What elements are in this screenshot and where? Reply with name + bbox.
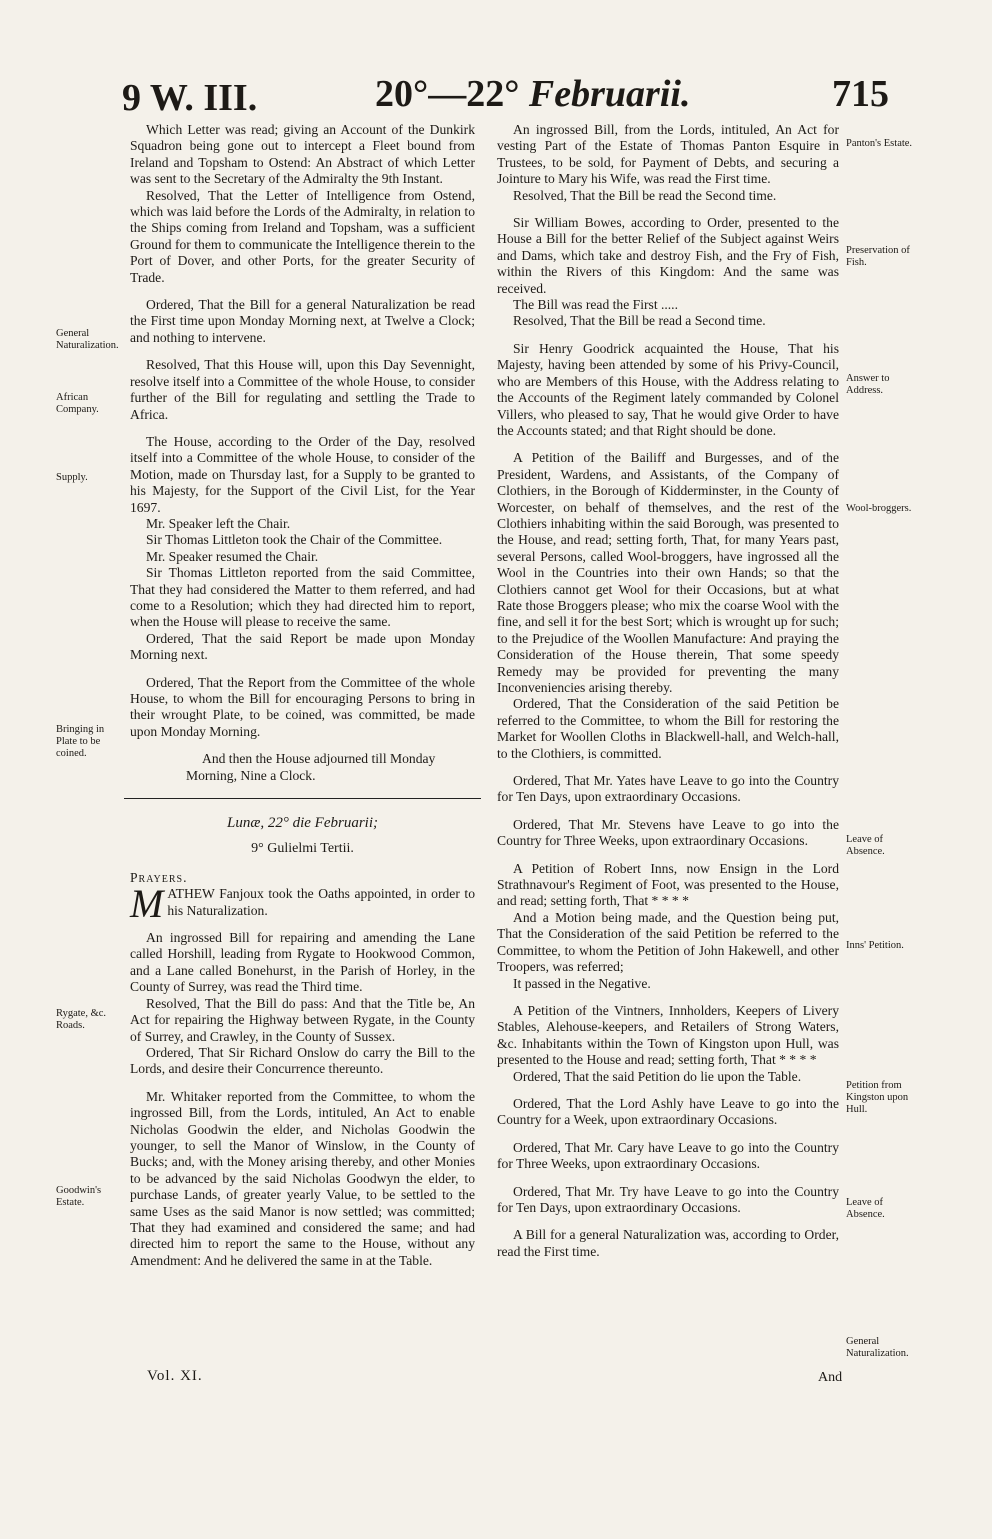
right-paragraph: A Petition of the Vintners, Innholders, Keepers of Livery Stables, Alehouse-keepers, and Retailers of Strong Waters, &c. Inhabitants within the Town of Kingston upon Hull, was presented to the House and read; setting forth, That * * * * xyxy=(497,1002,839,1068)
margin-note: General Naturalization. xyxy=(846,1336,909,1359)
left-paragraph: Resolved, That this House will, upon this Day Sevennight, resolve itself into a Committee of the whole House, to consider further of the Bill for regulating and settling the Trade to Africa. xyxy=(130,357,475,422)
adjournment: And then the House adjourned till Monday Morning, Nine a Clock. xyxy=(186,751,436,783)
regnal-date: 9° Gulielmi Tertii. xyxy=(251,841,354,857)
right-paragraph: Sir William Bowes, according to Order, presented to the House a Bill for the better Relief of the Subject against Weirs and Dams, which take and destroy Fish, and the Fry of Fish, within the Rivers of this Kingdom: And the same was received. xyxy=(497,215,839,296)
left-paragraph: Ordered, That Sir Richard Onslow do carry the Bill to the Lords, and desire their Concurrence thereunto. xyxy=(130,1044,475,1077)
margin-note: Bringing in Plate to be coined. xyxy=(56,724,105,759)
margin-note: Petition from Kingston upon Hull. xyxy=(846,1080,909,1115)
right-paragraph: Sir Henry Goodrick acquainted the House, That his Majesty, having been attended by some of his Privy-Council, who are Members of this House, with the Address relating to the Accounts of the Regiment lately commanded by Colonel Villers, who pleased to say, That he would give Order to have the Accounts stated; and that Right should be done. xyxy=(497,340,839,438)
margin-note: Answer to Address. xyxy=(846,373,890,396)
right-paragraph: Ordered, That the Consideration of the said Petition be referred to the Committee, to whom the Bill for restoring the Market for Woollen Cloths in Blackwell-hall, and Welch-hall, to the Clothiers, is committed. xyxy=(497,696,839,761)
right-paragraph: A Bill for a general Naturalization was, according to Order, read the First time. xyxy=(497,1227,839,1259)
left-paragraph: Ordered, That the Report from the Committee of the whole House, to whom the Bill for encouraging Persons to bring in their wrought Plate, to be coined, was committed, be made upon Monday Morning. xyxy=(130,674,475,739)
sitting-date: Lunæ, 22° die Februarii; xyxy=(227,815,378,832)
margin-note: General Naturalization. xyxy=(56,328,119,351)
left-paragraph: Mr. Speaker left the Chair. xyxy=(146,515,291,531)
margin-note: Inns' Petition. xyxy=(846,940,904,951)
margin-note: Wool-broggers. xyxy=(846,503,912,514)
margin-note: Panton's Estate. xyxy=(846,138,913,149)
right-paragraph: Ordered, That Mr. Stevens have Leave to go into the Country for Three Weeks, upon extraordinary Occasions. xyxy=(497,816,839,849)
left-paragraph: Which Letter was read; giving an Account of the Dunkirk Squadron being gone out to intercept a Fleet bound from Ireland and Topsham to Ostend: An Abstract of which Letter was sent to the Secretary of the Admiralty the 9th Instant. xyxy=(130,122,475,187)
left-paragraph: An ingrossed Bill for repairing and amending the Lane called Horshill, leading from Rygate to Hookwood Common, and a Lane called Bonehurst, in the Parish of Horley, in the County of Surrey, was read the Third time. xyxy=(130,930,475,995)
left-paragraph: Ordered, That the Bill for a general Naturalization be read the First time upon Monday Morning next, at Twelve a Clock; and nothing to intervene. xyxy=(130,297,475,345)
left-paragraph: Mr. Whitaker reported from the Committee, to whom the ingrossed Bill, from the Lords, intituled, An Act to enable Nicholas Goodwin the elder, and Nicholas Goodwin the younger, to sell the Manor of Winslow, in the County of Bucks; and, with the Money arising thereby, and other Monies to be advanced by the said Nicholas Goodwyn the elder, to purchase Lands, of greater yearly Value, to be settled to the same Uses as the said Manor is now settled; was committed; That they had examined and considered the same; and had directed him to report the same to the House, without any Amendment: And he delivered the same in at the Table. xyxy=(130,1088,475,1268)
left-paragraph xyxy=(130,881,475,927)
regnal-year: 9 W. III. xyxy=(122,77,258,119)
left-paragraph: The House, according to the Order of the Day, resolved itself into a Committee of the whole House, to consider of the Motion, made on Thursday last, for a Supply to be granted to his Majesty, for the Support of the Civil List, for the Year 1697. xyxy=(130,433,475,515)
margin-note: Preservation of Fish. xyxy=(846,245,910,268)
left-paragraph: Sir Thomas Littleton reported from the said Committee, That they had considered the Matter to them referred, and had come to a Resolution; which they had directed him to report, when the House will please to receive the same. xyxy=(130,565,475,630)
header-date-range: 20°—22° xyxy=(375,73,520,115)
right-paragraph: Ordered, That Mr. Yates have Leave to go into the Country for Ten Days, upon extraordinary Occasions. xyxy=(497,773,839,805)
left-paragraph: Mr. Speaker resumed the Chair. xyxy=(146,548,319,564)
right-paragraph: Ordered, That Mr. Cary have Leave to go into the Country for Three Weeks, upon extraordinary Occasions. xyxy=(497,1139,839,1172)
right-paragraph: The Bill was read the First ..... xyxy=(513,297,678,313)
right-paragraph: A Petition of the Bailiff and Burgesses, and of the President, Wardens, and Assistants, of the Company of Clothiers, in the Borough of Kidderminster, in the County of Worcester, on behalf of themselves, and the rest of the Clothiers inhabiting within the said Borough, was presented to the House, and read; setting forth, That, for many Years past, several Persons, called Wool-broggers, have ingrossed all the Wool in the Countries into their own Hands; so that the Clothiers cannot get Wool for their Occasions, but at what Rate those Broggers please; who mix the coarse Wool with the fine, and sell it for the best Sort; which is wrought up for such; to the Prejudice of the Woollen Manufacture: And praying the Consideration of the House therein, That some speedy Remedy may be provided for preventing the many Inconveniencies arising thereby. xyxy=(497,450,839,695)
margin-note: Rygate, &c. Roads. xyxy=(56,1008,107,1031)
right-column xyxy=(497,122,839,1260)
right-paragraph: Resolved, That the Bill be read a Second time. xyxy=(513,313,766,329)
right-paragraph: Ordered, That the Lord Ashly have Leave to go into the Country for a Week, upon extraordinary Occasions. xyxy=(497,1095,839,1128)
right-paragraph: Ordered, That Mr. Try have Leave to go into the Country for Ten Days, upon extraordinary Occasions. xyxy=(497,1183,839,1215)
volume-number: Vol. XI. xyxy=(147,1368,203,1384)
right-paragraph: A Petition of Robert Inns, now Ensign in the Lord Strathnavour's Regiment of Foot, was presented to the House, and read; setting forth, That * * * * xyxy=(497,860,839,909)
left-paragraph-text: ATHEW Fanjoux took the Oaths appointed, in order to his Naturalization. xyxy=(167,886,475,918)
right-paragraph: An ingrossed Bill, from the Lords, intituled, An Act for vesting Part of the Estate of Thomas Panton Esquire in Trustees, to be sold, for Payment of Debts, and securing a Jointure to Mary his Wife, was read the First time. xyxy=(497,122,839,187)
left-paragraph: Resolved, That the Bill do pass: And that the Title be, An Act for repairing the Highway between Rygate, in the County of Surrey, and Crawley, in the County of Sussex. xyxy=(130,995,475,1044)
right-paragraph: Ordered, That the said Petition do lie upon the Table. xyxy=(513,1068,802,1084)
page-number: 715 xyxy=(832,73,889,115)
section-divider xyxy=(124,798,481,799)
right-paragraph: It passed in the Negative. xyxy=(513,975,651,991)
header-date xyxy=(375,72,690,116)
catchword: And xyxy=(818,1370,843,1385)
margin-note: Goodwin's Estate. xyxy=(56,1185,102,1208)
margin-note: Leave of Absence. xyxy=(846,1197,885,1220)
margin-note: African Company. xyxy=(56,392,99,415)
left-paragraph: Ordered, That the said Report be made upon Monday Morning next. xyxy=(130,630,475,663)
left-column xyxy=(130,122,475,1269)
left-paragraph: Sir Thomas Littleton took the Chair of the Committee. xyxy=(146,532,443,548)
right-paragraph: Resolved, That the Bill be read the Second time. xyxy=(513,187,777,203)
header-month: Februarii. xyxy=(528,73,691,115)
margin-note: Supply. xyxy=(56,472,88,483)
left-paragraph: Resolved, That the Letter of Intelligence from Ostend, which was laid before the Lords of the Admiralty, in relation to the Ships coming from Ireland and Topsham, was a sufficient Ground for them to communicate the Intelligence therein to the Port of Dover, and other Ports, for the greater Security of Trade. xyxy=(130,187,475,285)
drop-cap: M xyxy=(130,881,164,927)
prayers-heading: Prayers. xyxy=(130,869,188,885)
margin-note: Leave of Absence. xyxy=(846,834,885,857)
page-header xyxy=(0,66,992,126)
right-paragraph: And a Motion being made, and the Question being put, That the Consideration of the said Petition be referred to the Committee, to whom the Petition of John Hakewell, and other Troopers, was referred; xyxy=(497,909,839,975)
